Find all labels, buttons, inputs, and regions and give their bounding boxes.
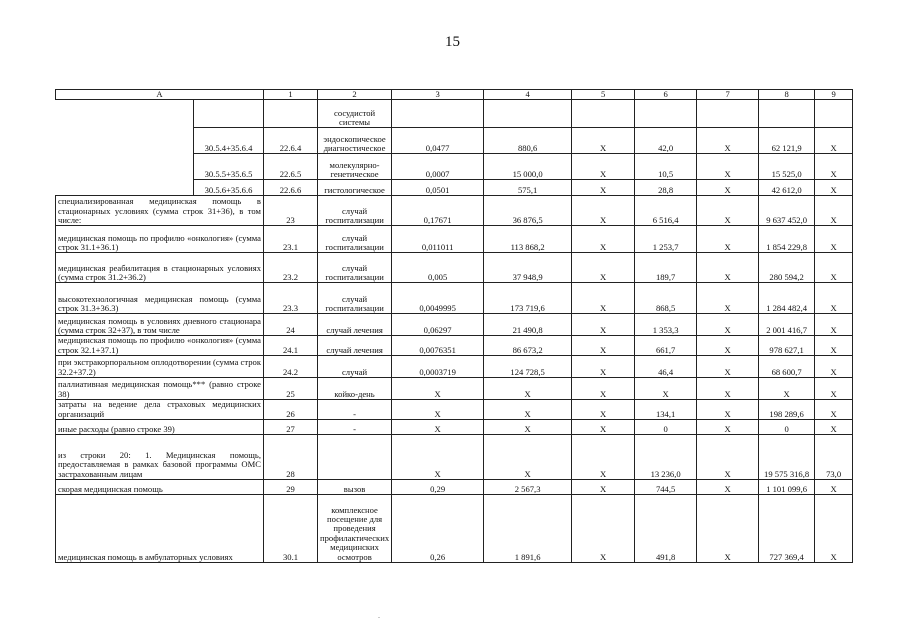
- value-cell-c3: Х: [392, 435, 484, 480]
- row-description-cell: затраты на ведение дела страховых медицинских организаций: [56, 400, 264, 420]
- value-cell-c9: Х: [815, 226, 853, 253]
- value-cell-c7: Х: [697, 336, 759, 356]
- value-cell-c3: 0,0501: [392, 180, 484, 196]
- unit-cell: вызов: [318, 480, 392, 495]
- row-description-cell: скорая медицинская помощь: [56, 480, 264, 495]
- row-code-cell: 27: [264, 420, 318, 435]
- value-cell-c5: Х: [572, 420, 635, 435]
- value-cell-c7: Х: [697, 180, 759, 196]
- value-cell-c7: Х: [697, 314, 759, 336]
- value-cell-c6: 868,5: [635, 283, 697, 314]
- row-description-cell: медицинская помощь по профилю «онкология» (сумма строк 31.1+36.1): [56, 226, 264, 253]
- value-cell-c5: Х: [572, 154, 635, 180]
- row-code-cell: 23.2: [264, 253, 318, 283]
- value-cell-c8: 62 121,9: [759, 128, 815, 154]
- value-cell-c8: 19 575 316,8: [759, 435, 815, 480]
- unit-cell: гистологическое: [318, 180, 392, 196]
- row-description-cell: медицинская помощь по профилю «онкология» (сумма строк 32.1+37.1): [56, 336, 264, 356]
- table-row: [56, 378, 853, 400]
- value-cell-c7: Х: [697, 196, 759, 226]
- value-cell-c7: Х: [697, 400, 759, 420]
- value-cell-c5: Х: [572, 400, 635, 420]
- value-cell-c8: 0: [759, 420, 815, 435]
- table-row: [56, 336, 853, 356]
- value-cell-c6: 491,8: [635, 495, 697, 563]
- value-cell-c6: 13 236,0: [635, 435, 697, 480]
- value-cell-c8: 2 001 416,7: [759, 314, 815, 336]
- table-row: [56, 400, 853, 420]
- unit-cell: сосудистой системы: [318, 100, 392, 128]
- table-row: [56, 420, 853, 435]
- column-header: 7: [697, 90, 759, 100]
- value-cell-c5: [572, 100, 635, 128]
- value-cell-c8: 978 627,1: [759, 336, 815, 356]
- row-code-cell: 22.6.5: [264, 154, 318, 180]
- value-cell-c4: 575,1: [484, 180, 572, 196]
- value-cell-c9: Х: [815, 378, 853, 400]
- value-cell-c6: 189,7: [635, 253, 697, 283]
- unit-cell: случай лечения: [318, 314, 392, 336]
- value-cell-c9: Х: [815, 420, 853, 435]
- value-cell-c4: Х: [484, 420, 572, 435]
- value-cell-c9: Х: [815, 196, 853, 226]
- value-cell-c9: Х: [815, 253, 853, 283]
- value-cell-c7: Х: [697, 253, 759, 283]
- value-cell-c5: Х: [572, 336, 635, 356]
- value-cell-c5: Х: [572, 435, 635, 480]
- value-cell-c4: 880,6: [484, 128, 572, 154]
- value-cell-c4: Х: [484, 378, 572, 400]
- value-cell-c5: Х: [572, 356, 635, 378]
- value-cell-c3: Х: [392, 420, 484, 435]
- value-cell-c9: Х: [815, 400, 853, 420]
- row-code-cell: 28: [264, 435, 318, 480]
- value-cell-c7: Х: [697, 435, 759, 480]
- table-row: [56, 100, 853, 128]
- value-cell-c7: Х: [697, 154, 759, 180]
- column-header: A: [56, 90, 264, 100]
- value-cell-c8: 1 854 229,8: [759, 226, 815, 253]
- row-description-cell: при экстракорпоральном оплодотворении (сумма строк 32.2+37.2): [56, 356, 264, 378]
- unit-cell: случай госпитализации: [318, 196, 392, 226]
- row-code-cell: 22.6.6: [264, 180, 318, 196]
- value-cell-c5: Х: [572, 180, 635, 196]
- column-header: 8: [759, 90, 815, 100]
- value-cell-c7: Х: [697, 128, 759, 154]
- page-number: 15: [445, 34, 460, 50]
- column-header: 1: [264, 90, 318, 100]
- value-cell-c7: Х: [697, 378, 759, 400]
- value-cell-c9: Х: [815, 154, 853, 180]
- column-header: 9: [815, 90, 853, 100]
- row-description-cell: медицинская помощь в амбулаторных условиях: [56, 495, 264, 563]
- value-cell-c9: Х: [815, 480, 853, 495]
- footer-mark: .: [378, 611, 380, 620]
- table-row: [56, 226, 853, 253]
- row-description-cell: иные расходы (равно строке 39): [56, 420, 264, 435]
- value-cell-c5: Х: [572, 196, 635, 226]
- subrow-formula-cell: [194, 100, 264, 128]
- table-body: [56, 90, 853, 563]
- unit-cell: -: [318, 400, 392, 420]
- value-cell-c8: [759, 100, 815, 128]
- value-cell-c9: Х: [815, 336, 853, 356]
- unit-cell: комплексное посещение для проведения профилактических медицинских осмотров: [318, 495, 392, 563]
- value-cell-c3: Х: [392, 400, 484, 420]
- value-cell-c4: 113 868,2: [484, 226, 572, 253]
- table-row: [56, 253, 853, 283]
- value-cell-c4: 37 948,9: [484, 253, 572, 283]
- value-cell-c3: 0,17671: [392, 196, 484, 226]
- table-row: [56, 283, 853, 314]
- row-description-cell: из строки 20: 1. Медицинская помощь, предоставляемая в рамках базовой программы ОМС застрахованным лицам: [56, 435, 264, 480]
- row-code-cell: 24.1: [264, 336, 318, 356]
- unit-cell: случай госпитализации: [318, 283, 392, 314]
- value-cell-c3: 0,29: [392, 480, 484, 495]
- value-cell-c4: 21 490,8: [484, 314, 572, 336]
- value-cell-c9: Х: [815, 283, 853, 314]
- value-cell-c6: 0: [635, 420, 697, 435]
- value-cell-c5: Х: [572, 314, 635, 336]
- value-cell-c8: 42 612,0: [759, 180, 815, 196]
- value-cell-c4: 1 891,6: [484, 495, 572, 563]
- value-cell-c6: 134,1: [635, 400, 697, 420]
- value-cell-c5: Х: [572, 253, 635, 283]
- value-cell-c9: Х: [815, 180, 853, 196]
- subrow-formula-cell: 30.5.6+35.6.6: [194, 180, 264, 196]
- value-cell-c4: [484, 100, 572, 128]
- column-header: 6: [635, 90, 697, 100]
- row-description-cell: медицинская помощь в условиях дневного стационара (сумма строк 32+37), в том числе: [56, 314, 264, 336]
- value-cell-c6: 661,7: [635, 336, 697, 356]
- value-cell-c3: Х: [392, 378, 484, 400]
- row-code-cell: 25: [264, 378, 318, 400]
- subrow-formula-cell: 30.5.4+35.6.4: [194, 128, 264, 154]
- merged-parent-cell: [56, 100, 194, 196]
- table-row: [56, 356, 853, 378]
- row-code-cell: 26: [264, 400, 318, 420]
- value-cell-c8: 15 525,0: [759, 154, 815, 180]
- table-row: [56, 196, 853, 226]
- unit-cell: -: [318, 420, 392, 435]
- row-code-cell: 29: [264, 480, 318, 495]
- value-cell-c3: 0,0049995: [392, 283, 484, 314]
- value-cell-c7: Х: [697, 283, 759, 314]
- value-cell-c4: Х: [484, 435, 572, 480]
- value-cell-c3: 0,005: [392, 253, 484, 283]
- value-cell-c3: 0,06297: [392, 314, 484, 336]
- value-cell-c5: Х: [572, 378, 635, 400]
- financing-table: [55, 89, 853, 563]
- value-cell-c4: 36 876,5: [484, 196, 572, 226]
- value-cell-c8: 198 289,6: [759, 400, 815, 420]
- value-cell-c5: Х: [572, 128, 635, 154]
- table-row: [56, 480, 853, 495]
- value-cell-c9: Х: [815, 495, 853, 563]
- value-cell-c6: [635, 100, 697, 128]
- row-code-cell: 23: [264, 196, 318, 226]
- value-cell-c3: 0,0076351: [392, 336, 484, 356]
- row-description-cell: высокотехнологичная медицинская помощь (сумма строк 31.3+36.3): [56, 283, 264, 314]
- unit-cell: случай госпитализации: [318, 253, 392, 283]
- table-row: [56, 314, 853, 336]
- value-cell-c5: Х: [572, 480, 635, 495]
- value-cell-c6: 744,5: [635, 480, 697, 495]
- row-code-cell: 23.3: [264, 283, 318, 314]
- value-cell-c7: Х: [697, 480, 759, 495]
- value-cell-c3: [392, 100, 484, 128]
- value-cell-c9: [815, 100, 853, 128]
- row-description-cell: специализированная медицинская помощь в стационарных условиях (сумма строк 31+36), в том числе:: [56, 196, 264, 226]
- unit-cell: [318, 435, 392, 480]
- value-cell-c4: 15 000,0: [484, 154, 572, 180]
- value-cell-c8: 1 101 099,6: [759, 480, 815, 495]
- column-header: 5: [572, 90, 635, 100]
- unit-cell: эндоскопическое диагностическое: [318, 128, 392, 154]
- unit-cell: случай госпитализации: [318, 226, 392, 253]
- value-cell-c6: 42,0: [635, 128, 697, 154]
- value-cell-c3: 0,26: [392, 495, 484, 563]
- value-cell-c7: Х: [697, 420, 759, 435]
- value-cell-c8: 1 284 482,4: [759, 283, 815, 314]
- value-cell-c5: Х: [572, 283, 635, 314]
- value-cell-c6: 6 516,4: [635, 196, 697, 226]
- value-cell-c8: Х: [759, 378, 815, 400]
- unit-cell: случай: [318, 356, 392, 378]
- column-header: 4: [484, 90, 572, 100]
- value-cell-c7: Х: [697, 495, 759, 563]
- value-cell-c4: 124 728,5: [484, 356, 572, 378]
- unit-cell: молекулярно-генетическое: [318, 154, 392, 180]
- column-header: 3: [392, 90, 484, 100]
- value-cell-c3: 0,0003719: [392, 356, 484, 378]
- value-cell-c6: 1 253,7: [635, 226, 697, 253]
- value-cell-c7: Х: [697, 356, 759, 378]
- value-cell-c6: 10,5: [635, 154, 697, 180]
- table-row: [56, 435, 853, 480]
- value-cell-c6: 28,8: [635, 180, 697, 196]
- row-code-cell: 24.2: [264, 356, 318, 378]
- value-cell-c4: 173 719,6: [484, 283, 572, 314]
- value-cell-c5: Х: [572, 495, 635, 563]
- unit-cell: случай лечения: [318, 336, 392, 356]
- value-cell-c7: Х: [697, 226, 759, 253]
- value-cell-c3: 0,011011: [392, 226, 484, 253]
- subrow-formula-cell: 30.5.5+35.6.5: [194, 154, 264, 180]
- value-cell-c3: 0,0007: [392, 154, 484, 180]
- column-header: 2: [318, 90, 392, 100]
- value-cell-c9: Х: [815, 314, 853, 336]
- value-cell-c8: 727 369,4: [759, 495, 815, 563]
- value-cell-c9: Х: [815, 128, 853, 154]
- row-code-cell: 30.1: [264, 495, 318, 563]
- table-row: [56, 495, 853, 563]
- value-cell-c6: 1 353,3: [635, 314, 697, 336]
- value-cell-c4: Х: [484, 400, 572, 420]
- value-cell-c9: Х: [815, 356, 853, 378]
- value-cell-c4: 2 567,3: [484, 480, 572, 495]
- value-cell-c8: 280 594,2: [759, 253, 815, 283]
- row-code-cell: 23.1: [264, 226, 318, 253]
- value-cell-c7: [697, 100, 759, 128]
- value-cell-c8: 9 637 452,0: [759, 196, 815, 226]
- value-cell-c9: 73,0: [815, 435, 853, 480]
- value-cell-c5: Х: [572, 226, 635, 253]
- value-cell-c3: 0,0477: [392, 128, 484, 154]
- value-cell-c8: 68 600,7: [759, 356, 815, 378]
- row-code-cell: 24: [264, 314, 318, 336]
- value-cell-c6: Х: [635, 378, 697, 400]
- value-cell-c6: 46,4: [635, 356, 697, 378]
- row-description-cell: паллиативная медицинская помощь*** (равно строке 38): [56, 378, 264, 400]
- unit-cell: койко-день: [318, 378, 392, 400]
- row-code-cell: 22.6.4: [264, 128, 318, 154]
- column-header-row: [56, 90, 853, 100]
- row-description-cell: медицинская реабилитация в стационарных условиях (сумма строк 31.2+36.2): [56, 253, 264, 283]
- row-code-cell: [264, 100, 318, 128]
- value-cell-c4: 86 673,2: [484, 336, 572, 356]
